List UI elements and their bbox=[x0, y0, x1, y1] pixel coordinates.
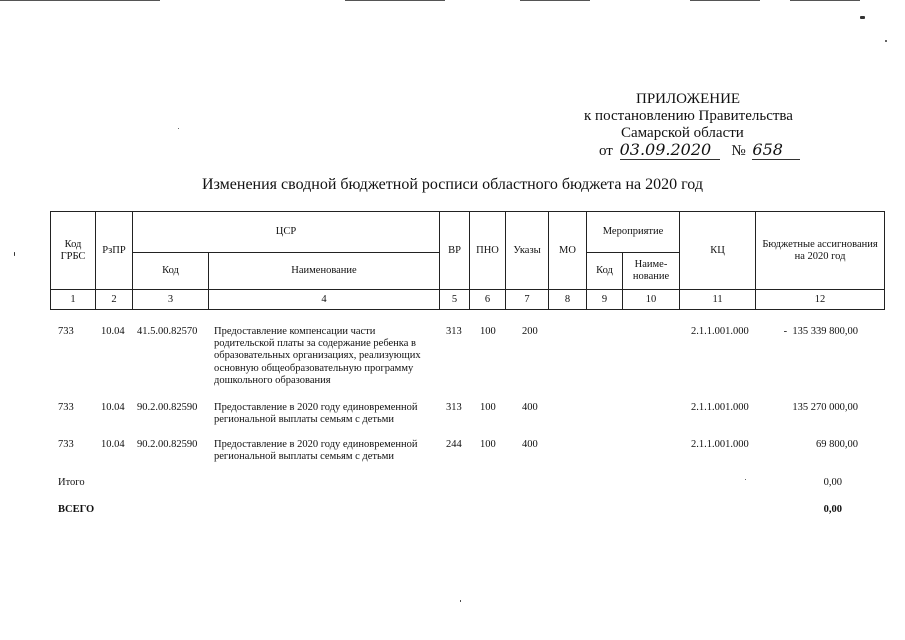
col-number: 7 bbox=[506, 290, 549, 310]
cell-csr-name: Предоставление в 2020 году единовременной региональной выплаты семьям с детьми bbox=[214, 402, 418, 426]
cell-rzpr: 10.04 bbox=[101, 402, 125, 413]
number-value-handwritten: 658 bbox=[752, 141, 800, 160]
cell-kc: 2.1.1.001.000 bbox=[691, 439, 749, 450]
cell-kc: 2.1.1.001.000 bbox=[691, 402, 749, 413]
scan-artifact-line bbox=[690, 0, 760, 1]
scan-speck bbox=[860, 16, 865, 19]
header-assignments: Бюджетные ассигнования на 2020 год bbox=[756, 212, 885, 290]
col-number: 2 bbox=[96, 290, 133, 310]
col-number: 9 bbox=[587, 290, 623, 310]
cell-rzpr: 10.04 bbox=[101, 439, 125, 450]
col-number: 10 bbox=[623, 290, 680, 310]
header-mer-name: Наиме-нование bbox=[623, 253, 680, 290]
header-vr: ВР bbox=[440, 212, 470, 290]
cell-pno: 100 bbox=[480, 326, 496, 337]
cell-vr: 313 bbox=[446, 326, 462, 337]
cell-rzpr: 10.04 bbox=[101, 326, 125, 337]
cell-ukazy: 200 bbox=[522, 326, 538, 337]
scan-artifact-line bbox=[345, 0, 445, 1]
col-number: 12 bbox=[756, 290, 885, 310]
col-number: 6 bbox=[470, 290, 506, 310]
col-number: 8 bbox=[549, 290, 587, 310]
appendix-resolution-line: к постановлению Правительства bbox=[584, 108, 793, 124]
appendix-date-number-line bbox=[599, 141, 800, 160]
scan-speck bbox=[460, 600, 461, 602]
cell-pno: 100 bbox=[480, 402, 496, 413]
vsego-value: 0,00 bbox=[823, 504, 842, 515]
cell-amount: - 135 339 800,00 bbox=[783, 326, 858, 337]
itogo-value: 0,00 bbox=[823, 477, 842, 488]
vsego-label: ВСЕГО bbox=[58, 504, 95, 515]
header-grbs: Код ГРБС bbox=[51, 212, 96, 290]
col-number: 1 bbox=[51, 290, 96, 310]
cell-csr-name: Предоставление в 2020 году единовременной региональной выплаты семьям с детьми bbox=[214, 439, 418, 463]
date-value-handwritten: 03.09.2020 bbox=[620, 141, 720, 160]
header-rzpr: РзПР bbox=[96, 212, 133, 290]
budget-table-header bbox=[50, 211, 885, 310]
scan-speck bbox=[885, 40, 887, 42]
header-mer-code: Код bbox=[587, 253, 623, 290]
cell-kc: 2.1.1.001.000 bbox=[691, 326, 749, 337]
date-prefix: от bbox=[599, 143, 613, 159]
col-number: 11 bbox=[680, 290, 756, 310]
appendix-label: ПРИЛОЖЕНИЕ bbox=[636, 91, 741, 107]
cell-csr-code: 90.2.00.82590 bbox=[137, 439, 198, 450]
cell-ukazy: 400 bbox=[522, 402, 538, 413]
column-number-row bbox=[51, 290, 885, 310]
cell-vr: 313 bbox=[446, 402, 462, 413]
scan-speck bbox=[745, 479, 746, 480]
scan-artifact-line bbox=[520, 0, 590, 1]
header-kc: КЦ bbox=[680, 212, 756, 290]
cell-vr: 244 bbox=[446, 439, 462, 450]
cell-ukazy: 400 bbox=[522, 439, 538, 450]
cell-grbs: 733 bbox=[58, 326, 74, 337]
header-mo: МО bbox=[549, 212, 587, 290]
cell-grbs: 733 bbox=[58, 439, 74, 450]
col-number: 4 bbox=[209, 290, 440, 310]
cell-amount: 69 800,00 bbox=[816, 439, 858, 450]
header-csr-code: Код bbox=[133, 253, 209, 290]
header-meropriyatie: Мероприятие bbox=[587, 212, 680, 253]
number-prefix: № bbox=[731, 143, 746, 159]
header-pno: ПНО bbox=[470, 212, 506, 290]
col-number: 5 bbox=[440, 290, 470, 310]
cell-csr-code: 90.2.00.82590 bbox=[137, 402, 198, 413]
header-csr-name: Наименование bbox=[209, 253, 440, 290]
scan-artifact-line bbox=[0, 0, 160, 1]
scan-speck bbox=[14, 252, 15, 256]
header-ukazy: Указы bbox=[506, 212, 549, 290]
cell-amount: 135 270 000,00 bbox=[792, 402, 858, 413]
appendix-region-line: Самарской области bbox=[621, 125, 744, 141]
cell-csr-code: 41.5.00.82570 bbox=[137, 326, 198, 337]
cell-pno: 100 bbox=[480, 439, 496, 450]
cell-csr-name: Предоставление компенсации части родительской платы за содержание ребенка в образовательных организациях, реализующих основную общеобразовательную программу дошкольного образования bbox=[214, 326, 421, 386]
scan-speck bbox=[178, 128, 179, 129]
itogo-label: Итого bbox=[58, 477, 85, 488]
document-title: Изменения сводной бюджетной росписи областного бюджета на 2020 год bbox=[202, 176, 703, 193]
header-csr: ЦСР bbox=[133, 212, 440, 253]
col-number: 3 bbox=[133, 290, 209, 310]
cell-grbs: 733 bbox=[58, 402, 74, 413]
scan-artifact-line bbox=[790, 0, 860, 1]
